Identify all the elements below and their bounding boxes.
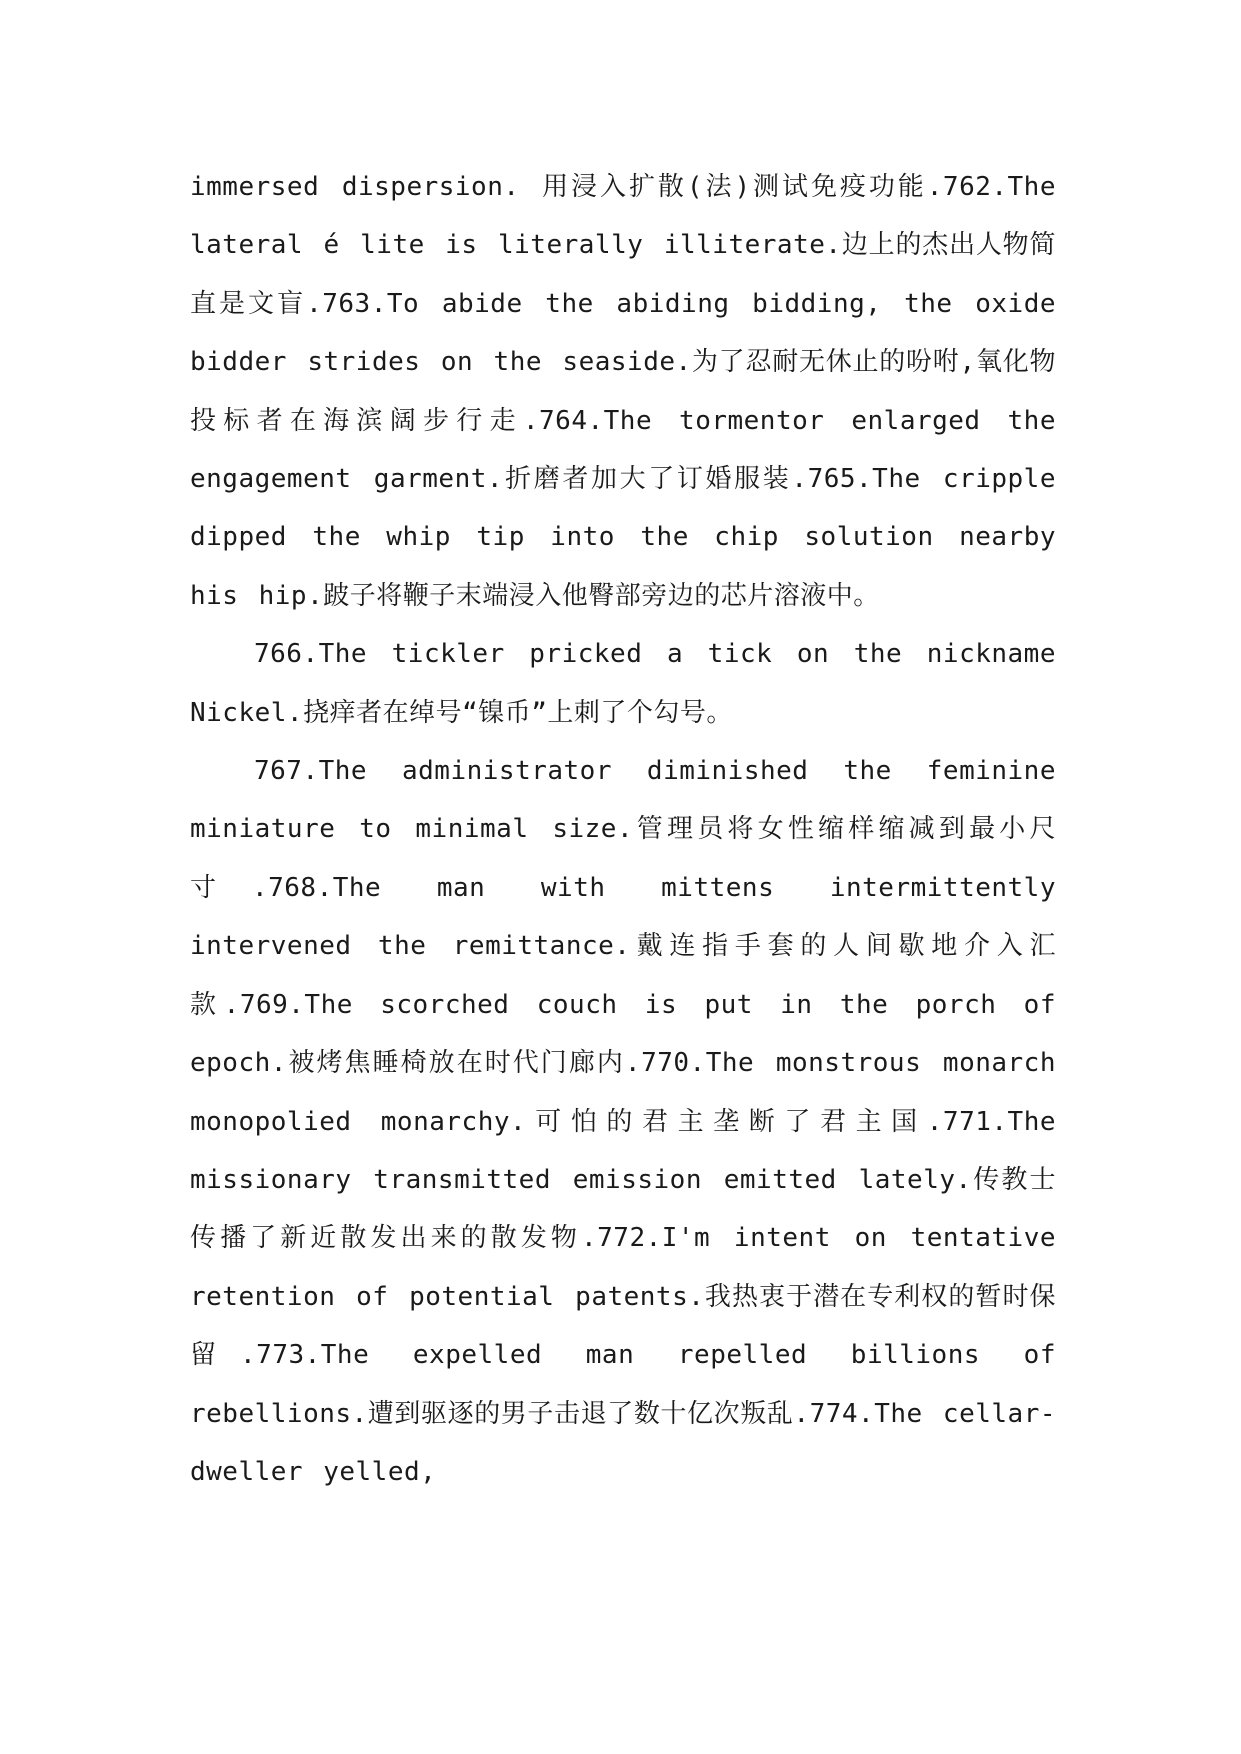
paragraph-1: immersed dispersion. 用浸入扩散(法)测试免疫功能.762.The lateral é lite is literally illiterate.边上的杰出人物简直是文盲.763.To abide the abiding bidding, the oxide bidder strides on the seaside.为了忍耐无休止的吩咐,氧化物投标者在海滨阔步行走.764.The tormentor enlarged the engagement garment.折磨者加大了订婚服装.765.The cripple dipped the whip tip into the chip solution nearby his hip.跛子将鞭子末端浸入他臀部旁边的芯片溶液中。 bbox=[190, 172, 1056, 611]
document-body bbox=[190, 158, 1056, 1501]
paragraph-2: 766.The tickler pricked a tick on the nickname Nickel.挠痒者在绰号“镍币”上刺了个勾号。 bbox=[190, 639, 1056, 728]
paragraph-3: 767.The administrator diminished the feminine miniature to minimal size.管理员将女性缩样缩减到最小尺寸.768.The man with mittens intermittently intervened the remittance.戴连指手套的人间歇地介入汇款.769.The scorched couch is put in the porch of epoch.被烤焦睡椅放在时代门廊内.770.The monstrous monarch monopolied monarchy.可怕的君主垄断了君主国.771.The missionary transmitted emission emitted lately.传教士传播了新近散发出来的散发物.772.I'm intent on tentative retention of potential patents.我热衷于潜在专利权的暂时保留.773.The expelled man repelled billions of rebellions.遭到驱逐的男子击退了数十亿次叛乱.774.The cellar-dweller yelled, bbox=[190, 756, 1056, 1487]
